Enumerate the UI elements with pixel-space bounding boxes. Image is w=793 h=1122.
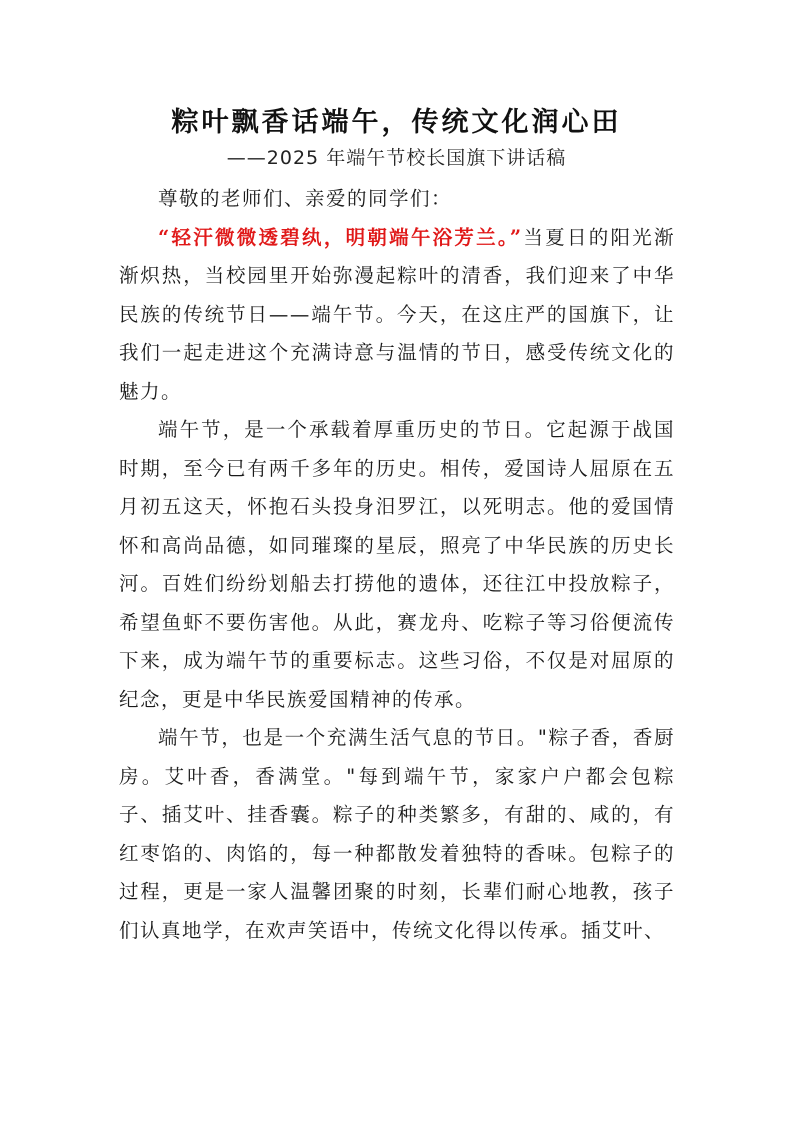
paragraph-history: 端午节，是一个承载着厚重历史的节日。它起源于战国时期，至今已有两千多年的历史。相传，爱国诗人屈原在五月初五这天，怀抱石头投身汨罗江，以死明志。他的爱国情怀和高尚品德，如同璀璨的星辰，照亮了中华民族的历史长河。百姓们纷纷划船去打捞他的遗体，还往江中投放粽子，希望鱼虾不要伤害他。从此，赛龙舟、吃粽子等习俗便流传下来，成为端午节的重要标志。这些习俗，不仅是对屈原的纪念，更是中华民族爱国精神的传承。 — [119, 418, 675, 711]
document-title: 粽叶飘香话端午，传统文化润心田 — [171, 107, 622, 138]
document-subtitle: ——2025 年端午节校长国旗下讲话稿 — [226, 147, 567, 169]
paragraph-text: 当夏日的阳光渐渐炽热，当校园里开始弥漫起粽叶的清香，我们迎来了中华民族的传统节日——端午节。今天，在这庄严的国旗下，让我们一起走进这个充满诗意与温情的节日，感受传统文化的魅力。 — [119, 225, 675, 403]
paragraph-customs: 端午节，也是一个充满生活气息的节日。"粽子香，香厨房。艾叶香，香满堂。"每到端午节，家家户户都会包粽子、插艾叶、挂香囊。粽子的种类繁多，有甜的、咸的，有红枣馅的、肉馅的，每一种都散发着独特的香味。包粽子的过程，更是一家人温馨团聚的时刻，长辈们耐心地教，孩子们认真地学，在欢声笑语中，传统文化得以传承。插艾叶、 — [119, 726, 675, 942]
paragraph-intro — [119, 219, 675, 412]
salutation: 尊敬的老师们、亲爱的同学们： — [158, 187, 453, 210]
document-body — [119, 180, 675, 950]
poem-quote: “轻汗微微透碧纨，明朝端午浴芳兰。” — [158, 225, 523, 249]
